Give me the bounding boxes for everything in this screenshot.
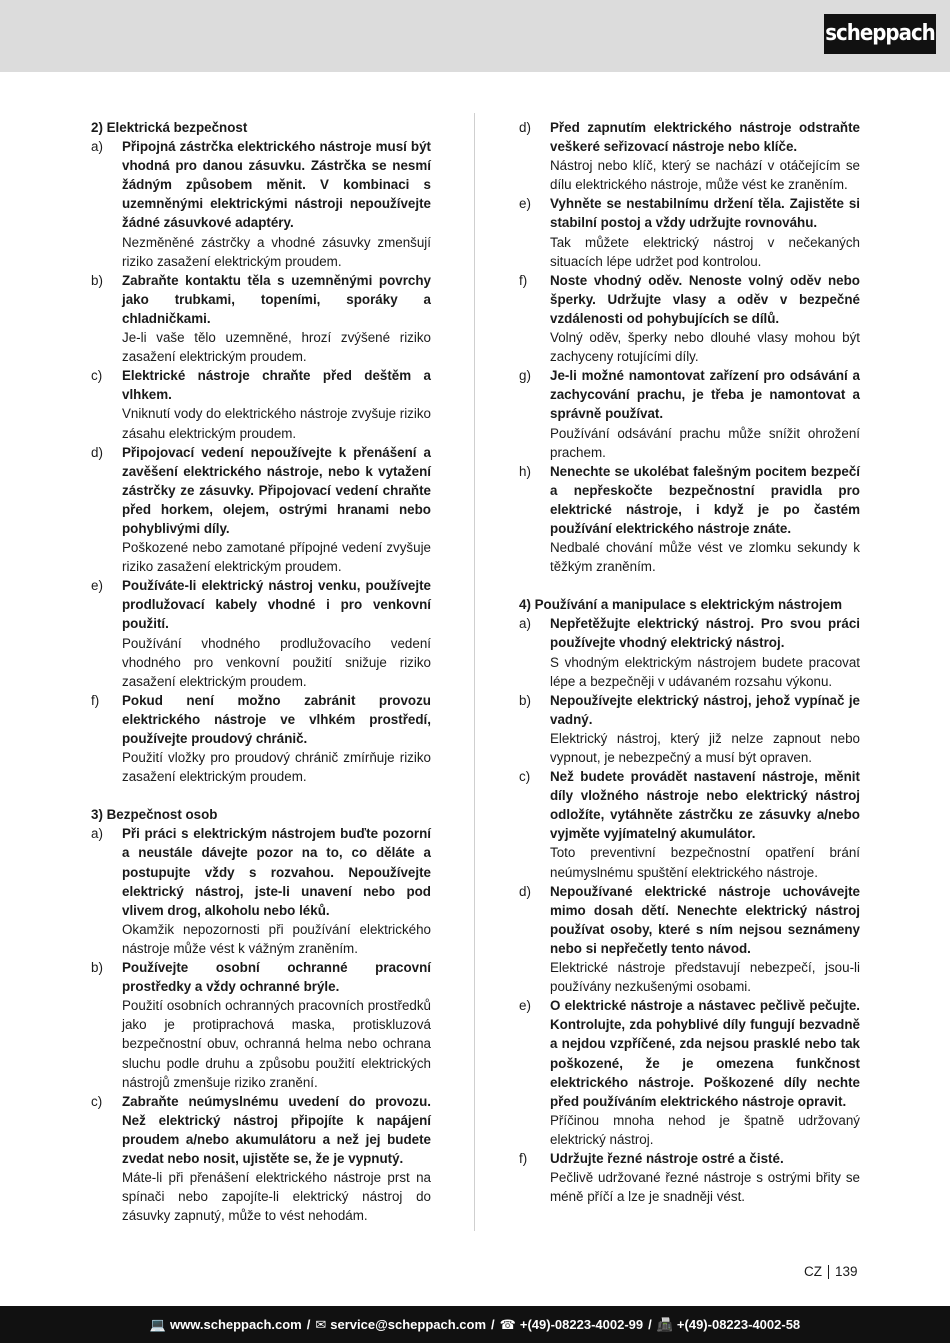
item-explanation: Nezměněné zástrčky a vhodné zásuvky zmenšují riziko zasažení elektrickým proudem.: [122, 234, 431, 269]
item-instruction: Udržujte řezné nástroje ostré a čisté.: [550, 1150, 784, 1166]
item-letter: f): [91, 692, 100, 708]
item-instruction: Vyhněte se nestabilnímu držení těla. Zajistěte si stabilní postoj a vždy udržujte rovnováhu.: [550, 196, 860, 231]
item-letter: c): [91, 1093, 103, 1109]
page-number-value: 139: [835, 1264, 858, 1279]
column-divider: [474, 113, 475, 1231]
item-explanation: Nedbalé chování může vést ve zlomku sekundy k těžkým zraněním.: [550, 540, 860, 575]
item-letter: d): [91, 444, 103, 460]
item-explanation: Toto preventivní bezpečnostní opatření brání neúmyslnému spuštění elektrického nástroje.: [550, 845, 860, 880]
item-instruction: Než budete provádět nastavení nástroje, měnit díly vložného nástroje nebo elektrický nástroj odložíte, vytáhněte zástrčku ze zásuvky a/nebo vyjměte vyjímatelný akumulátor.: [550, 769, 860, 842]
item-instruction: O elektrické nástroje a nástavec pečlivě pečujte. Kontrolujte, zda pohyblivé díly fungují bezvadně a nejdou vzpříčené, zda nejsou prasklé nebo tak poškozené, že je omezena funkčnost elektrického nástroje. Poškozené díly nechte před používáním elektrického nástroje opravit.: [550, 998, 860, 1109]
item-letter: a): [91, 826, 103, 842]
list-item: [519, 1149, 860, 1206]
list-item: [91, 958, 431, 1092]
list-item: [91, 443, 431, 577]
item-instruction: Nepoužívejte elektrický nástroj, jehož vypínač je vadný.: [550, 692, 860, 727]
phone-icon: ☎: [499, 1316, 516, 1332]
item-explanation: Poškozené nebo zamotané přípojné vedení zvyšuje riziko zasažení elektrickým proudem.: [122, 540, 431, 575]
fax-icon: 📠: [656, 1316, 673, 1332]
item-letter: a): [519, 616, 531, 632]
footer-separator: /: [491, 1317, 495, 1332]
item-instruction: Připojovací vedení nepoužívejte k přenášení a zavěšení elektrického nástroje, nebo k vytažení zástrčky ze zásuvky. Připojovací vedení chraňte před horkem, olejem, ostrými hranami nebo pohyblivými díly.: [122, 444, 431, 536]
item-explanation: Vniknutí vody do elektrického nástroje zvyšuje riziko zásahu elektrickým proudem.: [122, 406, 431, 441]
item-explanation: Pečlivě udržované řezné nástroje s ostrými břity se méně příčí a lze je snadněji vést.: [550, 1170, 860, 1205]
list-item: [91, 691, 431, 786]
item-instruction: Noste vhodný oděv. Nenoste volný oděv nebo šperky. Udržujte vlasy a oděv v bezpečné vzdálenosti od pohybujících se dílů.: [550, 272, 860, 326]
language-code: CZ: [804, 1264, 822, 1279]
item-letter: b): [519, 692, 531, 708]
item-letter: f): [519, 1150, 528, 1166]
list-item: [519, 882, 860, 997]
item-instruction: Elektrické nástroje chraňte před deštěm a vlhkem.: [122, 368, 431, 403]
item-letter: g): [519, 368, 531, 384]
footer-email: service@scheppach.com: [330, 1317, 487, 1332]
list-item: [519, 614, 860, 690]
item-letter: b): [91, 272, 103, 288]
section-title-tool-use: 4) Používání a manipulace s elektrickým nástrojem: [519, 597, 842, 613]
item-instruction: Před zapnutím elektrického nástroje odstraňte veškeré seřizovací nástroje nebo klíče.: [550, 120, 860, 155]
item-letter: d): [519, 120, 531, 135]
item-letter: c): [519, 769, 531, 785]
mail-icon: ✉: [315, 1316, 327, 1332]
footer-bar: [0, 1306, 950, 1343]
item-letter: f): [519, 272, 528, 288]
item-explanation: Příčinou mnoha nehod je špatně udržovaný elektrický nástroj.: [550, 1112, 860, 1147]
left-column: [91, 118, 431, 1225]
list-item: [519, 996, 860, 1149]
list-item: [519, 462, 860, 577]
header-bar: [0, 0, 950, 72]
item-explanation: Volný oděv, šperky nebo dlouhé vlasy mohou být zachyceny rotujícími díly.: [550, 330, 860, 365]
page-separator: [828, 1265, 829, 1279]
item-instruction: Pokud není možno zabránit provozu elektrického nástroje ve vlhkém prostředí, používejte proudový chránič.: [122, 692, 431, 746]
item-explanation: Tak můžete elektrický nástroj v nečekaných situacích lépe udržet pod kontrolou.: [550, 234, 860, 269]
scheppach-logo: scheppach: [824, 14, 936, 54]
list-item: [519, 767, 860, 882]
item-instruction: Nepoužívané elektrické nástroje uchovávejte mimo dosah dětí. Nenechte elektrický nástroj používat osoby, které s ním nejsou seznámeny nebo si nepřečetly tento návod.: [550, 883, 860, 956]
right-column: [519, 118, 860, 1206]
item-instruction: Zabraňte kontaktu těla s uzemněnými povrchy jako trubkami, topeními, sporáky a chladničkami.: [122, 272, 431, 326]
item-explanation: Používání odsávání prachu může snížit ohrožení prachem.: [550, 425, 860, 460]
footer-website: www.scheppach.com: [170, 1317, 302, 1332]
list-item: [91, 576, 431, 691]
item-letter: e): [91, 578, 103, 594]
list-item: [519, 691, 860, 767]
item-explanation: Je-li vaše tělo uzemněné, hrozí zvýšené riziko zasažení elektrickým proudem.: [122, 330, 431, 365]
list-item: [519, 366, 860, 461]
item-explanation: Použití vložky pro proudový chránič zmírňuje riziko zasažení elektrickým proudem.: [122, 750, 431, 785]
item-explanation: Používání vhodného prodlužovacího vedení vhodného pro venkovní použití snižuje riziko zasažení elektrickým proudem.: [122, 635, 431, 689]
item-explanation: Máte-li při přenášení elektrického nástroje prst na spínači nebo zapojíte-li elektrický nástroj do zásuvky zapnutý, může to vést nehodám.: [122, 1170, 431, 1224]
computer-icon: 💻: [149, 1316, 167, 1332]
item-explanation: S vhodným elektrickým nástrojem budete pracovat lépe a bezpečněji v udávaném rozsahu výkonu.: [550, 654, 860, 689]
item-letter: a): [91, 139, 103, 155]
footer-separator: /: [306, 1317, 311, 1332]
item-instruction: Používáte-li elektrický nástroj venku, používejte prodlužovací kabely vhodné i pro venkovní použití.: [122, 578, 431, 632]
item-instruction: Používejte osobní ochranné pracovní prostředky a vždy ochranné brýle.: [122, 960, 431, 995]
item-instruction: Nepřetěžujte elektrický nástroj. Pro svou práci používejte vhodný elektrický nástroj.: [550, 616, 860, 651]
footer-phone: +(49)-08223-4002-99: [519, 1317, 644, 1332]
item-explanation: Elektrické nástroje představují nebezpečí, jsou-li používány nezkušenými osobami.: [550, 960, 860, 995]
section-title-personal-safety: 3) Bezpečnost osob: [91, 807, 218, 823]
list-item: [91, 366, 431, 442]
item-letter: d): [519, 883, 531, 899]
item-letter: b): [91, 960, 103, 976]
item-instruction: Zabraňte neúmyslnému uvedení do provozu. Než elektrický nástroj připojíte k napájení proudem a/nebo akumulátoru a než jej budete zvedat nebo nosit, ujistěte se, že je vypnutý.: [122, 1093, 431, 1166]
footer-separator: /: [648, 1317, 652, 1332]
list-item: [519, 118, 860, 194]
footer-fax: +(49)-08223-4002-58: [676, 1317, 801, 1332]
list-item: [91, 824, 431, 958]
item-explanation: Elektrický nástroj, který již nelze zapnout nebo vypnout, je nebezpečný a musí být opraven.: [550, 730, 860, 765]
item-instruction: Nenechte se ukolébat falešným pocitem bezpečí a nepřeskočte bezpečnostní pravidla pro elektrické nástroje, i když je po častém používání elektrického nástroje znáte.: [550, 463, 860, 536]
list-item: [91, 1092, 431, 1226]
item-explanation: Použití osobních ochranných pracovních prostředků jako je protiprachová maska, protiskluzová bezpečnostní obuv, ochranná helma nebo ochrana sluchu podle druhu a způsobu použití elektrických nástrojů zmenšuje riziko zranění.: [122, 998, 431, 1090]
list-item: [519, 271, 860, 366]
list-item: [91, 137, 431, 271]
item-letter: e): [519, 196, 531, 212]
page-number: [804, 1264, 858, 1279]
list-item: [91, 271, 431, 366]
item-instruction: Při práci s elektrickým nástrojem buďte pozorní a neustále dávejte pozor na to, co děláte a postupujte vždy s rozvahou. Nepoužívejte elektrický nástroj, jste-li unavení nebo pod vlivem drog, alkoholu nebo léků.: [122, 826, 431, 918]
item-letter: e): [519, 998, 531, 1014]
item-explanation: Okamžik nepozornosti při používání elektrického nástroje může vést k vážným zraněním.: [122, 921, 431, 956]
item-letter: c): [91, 368, 103, 384]
section-title-electrical-safety: 2) Elektrická bezpečnost: [91, 120, 248, 135]
item-explanation: Nástroj nebo klíč, který se nachází v otáčejícím se dílu elektrického nástroje, může vést ke zraněním.: [550, 158, 860, 193]
list-item: [519, 194, 860, 270]
item-instruction: Je-li možné namontovat zařízení pro odsávání a zachycování prachu, je třeba je namontovat a správně používat.: [550, 368, 860, 422]
item-instruction: Připojná zástrčka elektrického nástroje musí být vhodná pro danou zásuvku. Zástrčka se nesmí žádným způsobem měnit. V kombinaci s uzemněnými elektrickými nástroji nepoužívejte žádné zásuvkové adaptéry.: [122, 139, 431, 231]
item-letter: h): [519, 463, 531, 479]
